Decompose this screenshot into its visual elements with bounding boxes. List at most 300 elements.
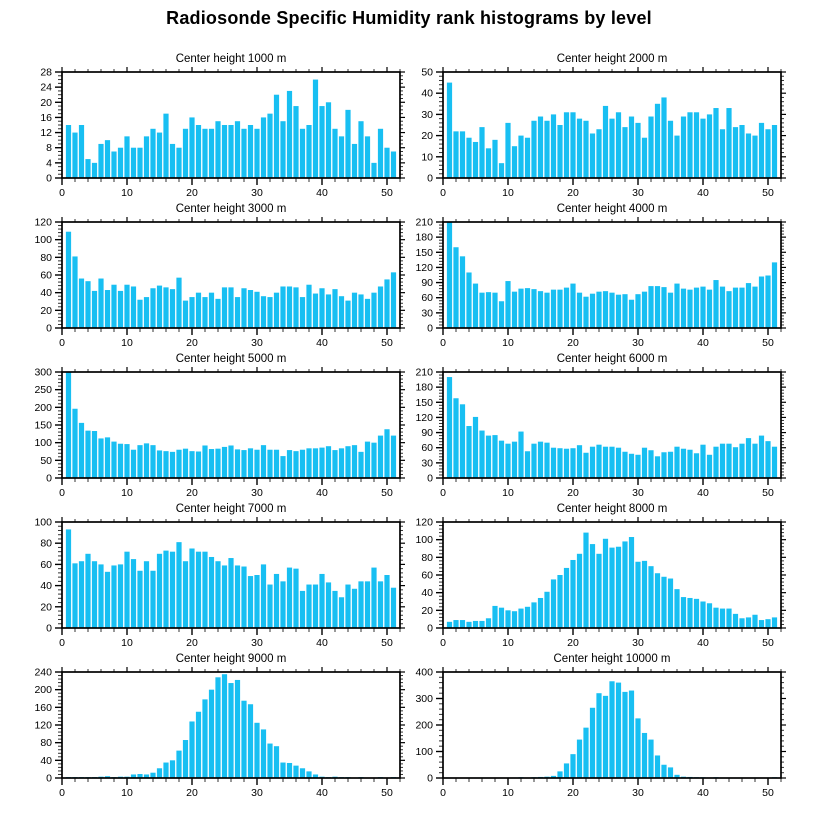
bar-5000m-rank-5 [92,431,97,478]
xtick-label-7000m-10: 10 [121,637,133,646]
bars-9000m [66,674,396,778]
bar-9000m-rank-29 [248,704,253,778]
bar-3000m-rank-32 [267,297,272,328]
xtick-label-7000m-30: 30 [251,637,263,646]
bar-3000m-rank-42 [332,289,337,328]
xtick-label-6000m-50: 50 [762,487,774,496]
bar-9000m-rank-25 [222,674,227,778]
bar-10000m-rank-35 [668,767,673,778]
ytick-label-3000m-100: 100 [34,234,52,247]
xtick-label-5000m-40: 40 [316,487,328,496]
bar-1000m-rank-38 [306,125,311,178]
bar-1000m-rank-18 [176,148,181,178]
bar-8000m-rank-40 [700,602,705,629]
ytick-label-8000m-100: 100 [415,534,433,547]
bar-6000m-rank-36 [674,447,679,478]
bar-7000m-rank-42 [332,591,337,628]
bar-3000m-rank-16 [163,287,168,328]
bar-3000m-rank-43 [339,296,344,328]
xtick-label-3000m-40: 40 [316,337,328,346]
bar-5000m-rank-9 [118,444,123,478]
bar-2000m-rank-3 [460,131,465,178]
bar-7000m-rank-17 [170,552,175,628]
ytick-label-1000m-8: 8 [46,142,52,155]
bar-2000m-rank-36 [674,136,679,178]
bar-3000m-rank-44 [345,301,350,328]
histogram-panel-6000m [409,346,818,496]
bar-2000m-rank-18 [557,125,562,178]
bar-2000m-rank-7 [486,148,491,178]
ytick-label-9000m-120: 120 [34,719,52,732]
bar-6000m-rank-26 [609,447,614,478]
bar-6000m-rank-47 [746,438,751,478]
bar-4000m-rank-8 [492,293,497,328]
xtick-label-7000m-20: 20 [186,637,198,646]
xtick-label-9000m-40: 40 [316,787,328,799]
bar-4000m-rank-24 [596,292,601,328]
bar-5000m-rank-44 [345,446,350,478]
bar-6000m-rank-48 [752,444,757,478]
bar-7000m-rank-48 [371,568,376,628]
bar-6000m-rank-49 [759,436,764,478]
bar-7000m-rank-5 [92,561,97,628]
bar-6000m-rank-21 [577,445,582,478]
bar-8000m-rank-28 [622,541,627,628]
bar-3000m-rank-41 [326,294,331,328]
bar-8000m-rank-47 [746,617,751,628]
bar-1000m-rank-9 [118,148,123,178]
bar-8000m-rank-18 [557,575,562,628]
ytick-label-6000m-120: 120 [415,411,433,424]
xtick-label-5000m-10: 10 [121,487,133,496]
bar-6000m-rank-30 [635,455,640,478]
bar-7000m-rank-51 [391,588,396,628]
bar-5000m-rank-37 [300,450,305,478]
bar-4000m-rank-38 [687,290,692,328]
bar-8000m-rank-35 [668,579,673,628]
bar-9000m-rank-16 [163,763,168,778]
bar-3000m-rank-30 [254,292,259,328]
ytick-label-6000m-90: 90 [421,427,433,440]
bar-5000m-rank-27 [235,449,240,478]
ytick-label-2000m-10: 10 [421,151,433,164]
bar-3000m-rank-14 [150,288,155,328]
bars-2000m [447,83,777,178]
bars-5000m [66,372,396,478]
panel-cell-6000m [409,346,818,496]
bar-8000m-rank-32 [648,566,653,628]
xtick-label-9000m-0: 0 [59,787,65,799]
bar-2000m-rank-29 [629,117,634,178]
bar-9000m-rank-21 [196,712,201,778]
panel-cell-5000m [0,346,409,496]
bar-5000m-rank-40 [319,448,324,478]
bar-2000m-rank-11 [512,146,517,178]
bar-2000m-rank-42 [713,108,718,178]
xtick-label-3000m-20: 20 [186,337,198,346]
bar-5000m-rank-18 [176,450,181,478]
bar-9000m-rank-18 [176,751,181,778]
bar-2000m-rank-21 [577,119,582,178]
ytick-label-6000m-30: 30 [421,457,433,470]
bar-7000m-rank-31 [261,564,266,628]
bar-7000m-rank-24 [215,561,220,628]
bar-3000m-rank-47 [365,299,370,328]
bar-6000m-rank-8 [492,435,497,478]
bar-5000m-rank-51 [391,436,396,478]
ytick-label-9000m-240: 240 [34,666,52,679]
ytick-label-3000m-20: 20 [40,304,52,317]
xtick-label-8000m-10: 10 [502,637,514,646]
xtick-label-5000m-0: 0 [59,487,65,496]
bar-2000m-rank-35 [668,121,673,178]
bar-1000m-rank-50 [384,148,389,178]
bar-5000m-rank-47 [365,442,370,478]
bar-4000m-rank-43 [720,287,725,328]
ytick-label-7000m-40: 40 [40,580,52,593]
bar-8000m-rank-37 [681,597,686,628]
bar-1000m-rank-2 [72,133,77,178]
bar-2000m-rank-48 [752,136,757,178]
xtick-label-5000m-30: 30 [251,487,263,496]
bar-5000m-rank-11 [131,450,136,478]
ytick-label-2000m-40: 40 [421,87,433,100]
bar-8000m-rank-31 [642,561,647,628]
xtick-label-10000m-30: 30 [632,787,644,799]
panel-title-6000m: Center height 6000 m [556,353,668,365]
ytick-label-9000m-200: 200 [34,684,52,697]
bar-3000m-rank-50 [384,279,389,328]
bar-9000m-rank-33 [274,746,279,778]
bar-5000m-rank-10 [124,444,129,478]
panel-cell-2000m [409,46,818,196]
bar-1000m-rank-44 [345,110,350,178]
bar-2000m-rank-16 [544,121,549,178]
bar-8000m-rank-13 [525,607,530,628]
bar-2000m-rank-46 [739,125,744,178]
panel-title-8000m: Center height 8000 m [556,503,668,515]
bar-7000m-rank-36 [293,569,298,628]
bar-8000m-rank-23 [590,544,595,628]
bar-4000m-rank-46 [739,288,744,328]
bar-7000m-rank-38 [306,585,311,628]
bar-6000m-rank-51 [772,447,777,478]
histogram-grid [0,46,818,824]
bar-2000m-rank-41 [707,114,712,178]
ytick-label-1000m-28: 28 [40,66,52,79]
bar-10000m-rank-29 [629,691,634,778]
bar-6000m-rank-16 [544,443,549,478]
bar-1000m-rank-49 [378,129,383,178]
bar-5000m-rank-42 [332,450,337,478]
bar-7000m-rank-44 [345,585,350,628]
xtick-label-4000m-20: 20 [567,337,579,346]
bar-7000m-rank-16 [163,551,168,628]
bar-5000m-rank-41 [326,446,331,478]
bar-1000m-rank-11 [131,148,136,178]
bar-6000m-rank-13 [525,451,530,478]
bar-5000m-rank-21 [196,452,201,479]
bar-7000m-rank-29 [248,576,253,628]
bar-2000m-rank-25 [603,106,608,178]
bar-6000m-rank-46 [739,444,744,478]
bar-2000m-rank-33 [655,104,660,178]
ytick-label-8000m-120: 120 [415,516,433,529]
bar-8000m-rank-8 [492,606,497,628]
bar-6000m-rank-32 [648,450,653,478]
bar-5000m-rank-14 [150,445,155,478]
xtick-label-3000m-30: 30 [251,337,263,346]
histogram-panel-5000m [0,346,409,496]
bar-6000m-rank-29 [629,454,634,478]
bar-4000m-rank-31 [642,292,647,328]
ytick-label-4000m-60: 60 [421,292,433,305]
xtick-label-8000m-50: 50 [762,637,774,646]
bar-6000m-rank-33 [655,456,660,478]
bar-1000m-rank-28 [241,129,246,178]
bar-7000m-rank-18 [176,542,181,628]
bar-7000m-rank-8 [111,565,116,628]
bar-7000m-rank-26 [228,558,233,628]
bar-4000m-rank-35 [668,293,673,328]
bar-1000m-rank-23 [209,129,214,178]
bar-6000m-rank-10 [505,444,510,478]
bar-2000m-rank-13 [525,138,530,178]
ytick-label-2000m-30: 30 [421,108,433,121]
bar-3000m-rank-24 [215,299,220,328]
bar-1000m-rank-30 [254,129,259,178]
bar-1000m-rank-20 [189,117,194,178]
bars-1000m [66,80,396,178]
bar-1000m-rank-10 [124,136,129,178]
bar-5000m-rank-15 [157,450,162,478]
panel-title-1000m: Center height 1000 m [175,53,287,65]
bar-4000m-rank-1 [447,222,452,328]
bar-5000m-rank-7 [105,437,110,478]
ytick-label-1000m-4: 4 [46,157,52,170]
bar-9000m-rank-37 [300,768,305,778]
bar-6000m-rank-45 [733,447,738,478]
ytick-label-6000m-60: 60 [421,442,433,455]
bar-10000m-rank-26 [609,681,614,778]
bar-3000m-rank-35 [287,286,292,328]
bar-9000m-rank-24 [215,677,220,778]
xtick-label-4000m-50: 50 [762,337,774,346]
bar-1000m-rank-22 [202,129,207,178]
xtick-label-10000m-50: 50 [762,787,774,799]
bar-4000m-rank-10 [505,281,510,328]
bar-6000m-rank-14 [531,444,536,478]
ytick-label-4000m-90: 90 [421,277,433,290]
bar-2000m-rank-1 [447,83,452,178]
bar-8000m-rank-15 [538,598,543,628]
bar-5000m-rank-25 [222,447,227,478]
xtick-label-7000m-0: 0 [59,637,65,646]
bar-6000m-rank-6 [479,431,484,478]
xtick-label-2000m-10: 10 [502,187,514,196]
bar-5000m-rank-45 [352,445,357,478]
ytick-label-9000m-0: 0 [46,772,52,785]
bar-3000m-rank-25 [222,287,227,328]
ytick-label-1000m-0: 0 [46,172,52,185]
bar-7000m-rank-1 [66,529,71,628]
bar-1000m-rank-6 [98,144,103,178]
bar-2000m-rank-32 [648,117,653,178]
bar-3000m-rank-13 [144,297,149,328]
bar-6000m-rank-1 [447,377,452,478]
bar-7000m-rank-45 [352,589,357,628]
bar-5000m-rank-12 [137,445,142,478]
bar-5000m-rank-48 [371,443,376,478]
bar-6000m-rank-4 [466,426,471,478]
panel-title-3000m: Center height 3000 m [175,203,287,215]
bar-5000m-rank-46 [358,452,363,478]
bar-7000m-rank-46 [358,581,363,628]
bars-7000m [66,529,396,628]
panel-cell-10000m [409,646,818,824]
bar-5000m-rank-49 [378,436,383,478]
bar-9000m-rank-19 [183,740,188,778]
bar-4000m-rank-15 [538,291,543,328]
bar-8000m-rank-33 [655,573,660,628]
bar-1000m-rank-47 [365,136,370,178]
bar-9000m-rank-34 [280,763,285,778]
bar-8000m-rank-34 [661,577,666,628]
bar-8000m-rank-20 [570,560,575,628]
bar-2000m-rank-39 [694,112,699,178]
bar-4000m-rank-9 [499,301,504,328]
bar-2000m-rank-38 [687,112,692,178]
bar-8000m-rank-41 [707,603,712,628]
bar-4000m-rank-19 [564,288,569,328]
bar-5000m-rank-34 [280,456,285,478]
bar-6000m-rank-25 [603,447,608,478]
bar-1000m-rank-40 [319,106,324,178]
bar-8000m-rank-10 [505,610,510,628]
xtick-label-4000m-30: 30 [632,337,644,346]
bar-8000m-rank-38 [687,598,692,628]
bar-3000m-rank-37 [300,297,305,328]
ytick-label-7000m-0: 0 [46,622,52,635]
bar-8000m-rank-43 [720,609,725,628]
bar-4000m-rank-4 [466,272,471,328]
bar-6000m-rank-34 [661,452,666,478]
xtick-label-9000m-20: 20 [186,787,198,799]
bar-2000m-rank-6 [479,127,484,178]
ytick-label-10000m-0: 0 [427,772,433,785]
bar-2000m-rank-47 [746,133,751,178]
ytick-label-5000m-200: 200 [34,401,52,414]
bar-7000m-rank-22 [202,552,207,628]
bar-5000m-rank-26 [228,445,233,478]
bar-5000m-rank-19 [183,449,188,478]
bar-1000m-rank-37 [300,129,305,178]
bar-3000m-rank-51 [391,272,396,328]
bar-1000m-rank-34 [280,121,285,178]
bar-7000m-rank-21 [196,552,201,628]
bar-4000m-rank-37 [681,289,686,328]
bar-6000m-rank-28 [622,452,627,478]
bar-1000m-rank-24 [215,121,220,178]
bar-1000m-rank-1 [66,125,71,178]
bar-4000m-rank-47 [746,283,751,328]
bar-3000m-rank-1 [66,232,71,328]
ytick-label-2000m-50: 50 [421,66,433,79]
bar-1000m-rank-25 [222,125,227,178]
bar-5000m-rank-6 [98,438,103,478]
xtick-label-1000m-0: 0 [59,187,65,196]
bar-8000m-rank-14 [531,602,536,628]
panel-cell-8000m [409,496,818,646]
bar-10000m-rank-21 [577,740,582,778]
bar-7000m-rank-32 [267,585,272,628]
bar-4000m-rank-23 [590,294,595,328]
bar-6000m-rank-7 [486,436,491,478]
bar-1000m-rank-45 [352,144,357,178]
bar-7000m-rank-12 [137,571,142,628]
xtick-label-2000m-30: 30 [632,187,644,196]
bar-3000m-rank-26 [228,287,233,328]
bar-1000m-rank-3 [79,125,84,178]
bar-8000m-rank-36 [674,589,679,628]
bar-7000m-rank-6 [98,564,103,628]
ytick-label-10000m-300: 300 [415,693,433,705]
bar-7000m-rank-11 [131,559,136,628]
bar-9000m-rank-20 [189,721,194,778]
bar-3000m-rank-17 [170,289,175,328]
ytick-label-5000m-100: 100 [34,437,52,450]
panel-row-4 [0,496,818,646]
bar-6000m-rank-18 [557,448,562,478]
bar-3000m-rank-49 [378,286,383,328]
ytick-label-4000m-30: 30 [421,307,433,320]
bar-1000m-rank-15 [157,133,162,178]
bar-5000m-rank-23 [209,449,214,478]
figure-title: Radiosonde Specific Humidity rank histograms by level [166,8,652,28]
bar-8000m-rank-44 [726,609,731,628]
bar-1000m-rank-19 [183,129,188,178]
bar-2000m-rank-49 [759,123,764,178]
bar-1000m-rank-14 [150,129,155,178]
bars-8000m [447,533,777,628]
bar-8000m-rank-39 [694,599,699,628]
bar-3000m-rank-29 [248,290,253,328]
bar-8000m-rank-21 [577,554,582,628]
bar-2000m-rank-8 [492,140,497,178]
bar-7000m-rank-34 [280,581,285,628]
bar-5000m-rank-1 [66,372,71,478]
bar-3000m-rank-23 [209,293,214,328]
bar-3000m-rank-39 [313,294,318,328]
bar-2000m-rank-20 [570,112,575,178]
bar-7000m-rank-40 [319,574,324,628]
bar-2000m-rank-43 [720,129,725,178]
histogram-panel-9000m [0,646,409,824]
bar-5000m-rank-16 [163,451,168,478]
bar-5000m-rank-36 [293,451,298,478]
bar-8000m-rank-25 [603,539,608,628]
histogram-panel-3000m [0,196,409,346]
bar-9000m-rank-26 [228,683,233,778]
bar-4000m-rank-39 [694,288,699,328]
bar-8000m-rank-5 [473,621,478,628]
ytick-label-9000m-80: 80 [40,737,52,750]
ytick-label-8000m-80: 80 [421,551,433,564]
bar-5000m-rank-33 [274,450,279,478]
bar-4000m-rank-3 [460,256,465,328]
bar-1000m-rank-21 [196,125,201,178]
bar-9000m-rank-15 [157,768,162,778]
